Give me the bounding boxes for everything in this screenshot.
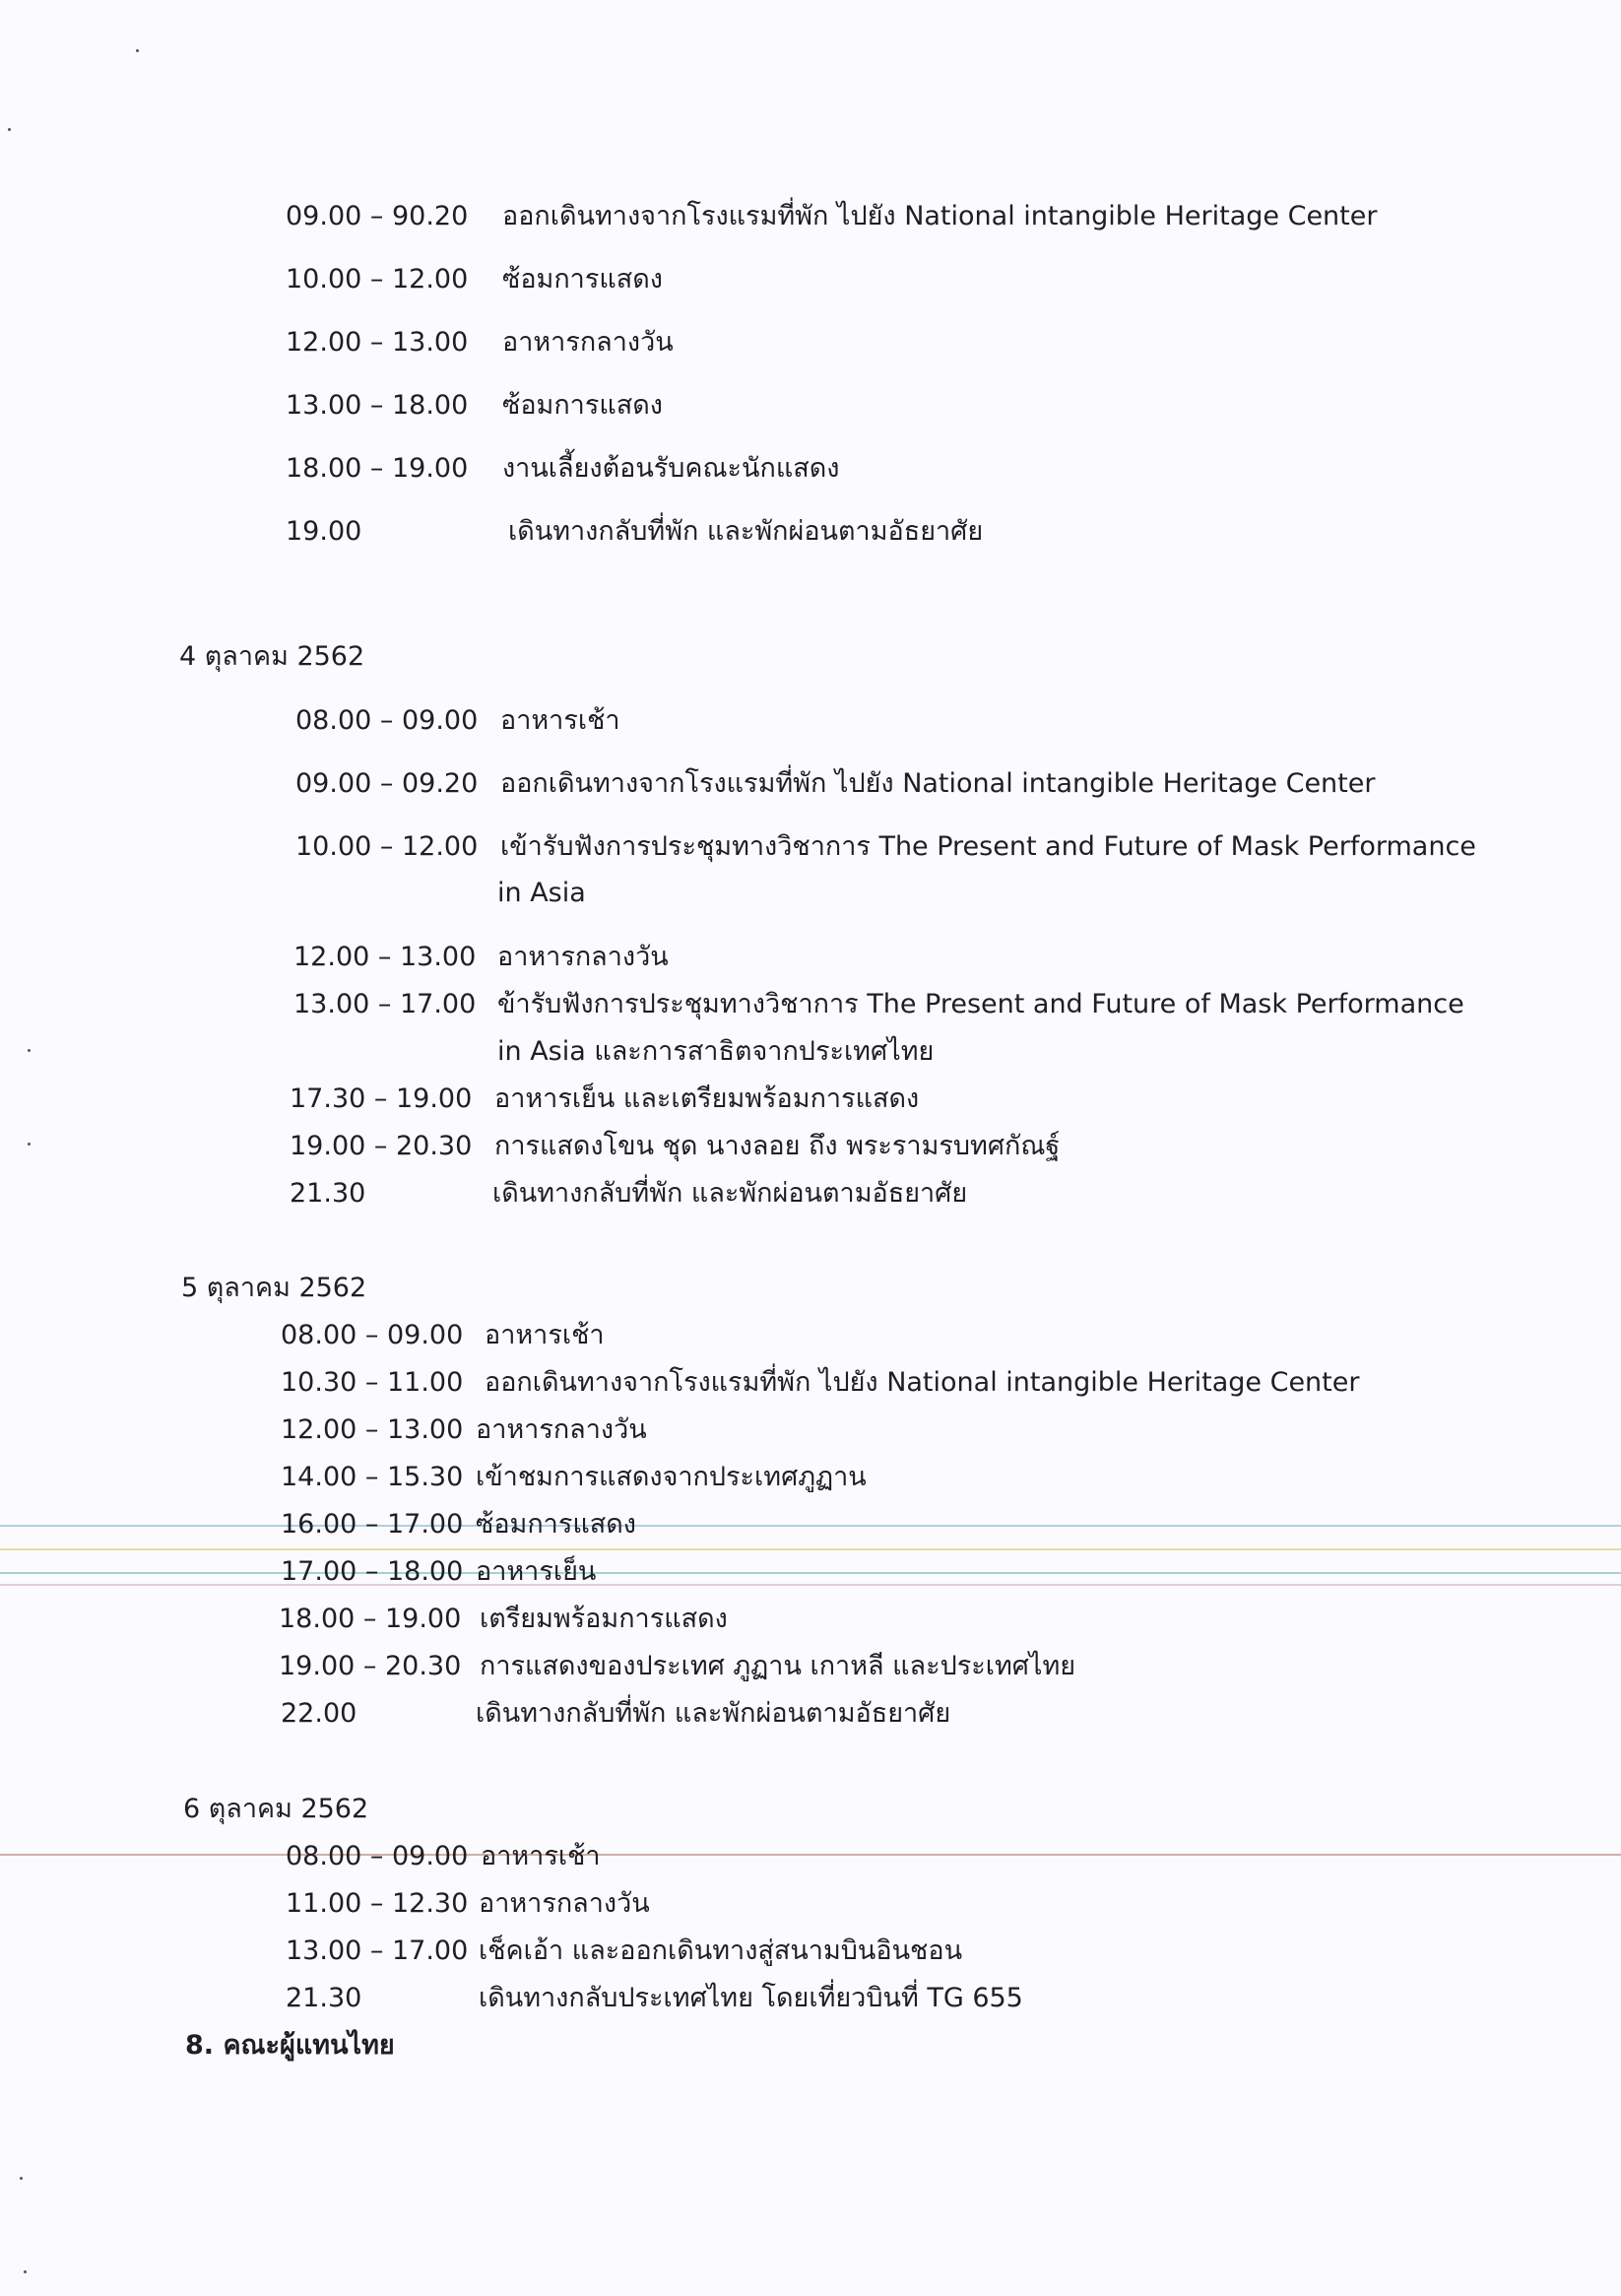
scan-speck [28,1143,31,1146]
scan-line [0,1525,1621,1527]
schedule-activity: เข้ารับฟังการประชุมทางวิชาการ The Present and Future of Mask Performance [500,831,1476,862]
schedule-activity: งานเลี้ยงต้อนรับคณะนักแสดง [502,453,840,484]
scan-speck [24,2270,27,2273]
schedule-time: 12.00 – 13.00 [293,942,477,972]
schedule-activity: อาหารกลางวัน [476,1414,647,1445]
schedule-activity: ออกเดินทางจากโรงแรมที่พัก ไปยัง National intangible Heritage Center [485,1367,1360,1398]
scan-line [0,1854,1621,1856]
schedule-activity: การแสดงของประเทศ ภูฏาน เกาหลี และประเทศไทย [480,1651,1076,1681]
schedule-time: 13.00 – 17.00 [293,989,477,1019]
schedule-time: 08.00 – 09.00 [286,1841,469,1871]
scan-speck [8,128,11,131]
schedule-activity: อาหารเช้า [500,705,620,736]
schedule-time: 21.30 [286,1983,362,2013]
schedule-activity: ซ้อมการแสดง [502,390,663,421]
schedule-time: 17.00 – 18.00 [281,1556,464,1587]
schedule-activity: อาหารเย็น [476,1556,597,1587]
schedule-activity: เตรียมพร้อมการแสดง [480,1604,728,1634]
schedule-activity: อาหารเช้า [485,1320,605,1350]
date-heading: 4 ตุลาคม 2562 [179,641,365,672]
section-heading: 8. คณะผู้แทนไทย [185,2030,395,2061]
schedule-time: 19.00 [286,516,362,547]
schedule-time: 17.30 – 19.00 [290,1083,473,1114]
schedule-time: 12.00 – 13.00 [281,1414,464,1445]
schedule-time: 08.00 – 09.00 [281,1320,464,1350]
schedule-activity: อาหารกลางวัน [479,1888,650,1919]
schedule-activity: อาหารเช้า [481,1841,601,1871]
schedule-activity: อาหารกลางวัน [497,942,669,972]
scan-line [0,1572,1621,1574]
date-heading: 6 ตุลาคม 2562 [183,1794,369,1824]
schedule-activity: อาหารกลางวัน [502,327,674,358]
schedule-activity: ซ้อมการแสดง [502,264,663,295]
schedule-time: 11.00 – 12.30 [286,1888,469,1919]
schedule-activity: เข้าชมการแสดงจากประเทศภูฏาน [476,1462,867,1492]
schedule-activity: การแสดงโขน ชุด นางลอย ถึง พระรามรบทศกัณฐ์ [494,1131,1061,1161]
schedule-activity: ออกเดินทางจากโรงแรมที่พัก ไปยัง National intangible Heritage Center [502,201,1378,231]
schedule-time: 10.30 – 11.00 [281,1367,464,1398]
schedule-activity: เดินทางกลับประเทศไทย โดยเที่ยวบินที่ TG 655 [479,1983,1023,2013]
schedule-time: 18.00 – 19.00 [286,453,469,484]
schedule-time: 22.00 [281,1698,357,1729]
schedule-activity: ซ้อมการแสดง [476,1509,636,1540]
schedule-activity: เดินทางกลับที่พัก และพักผ่อนตามอัธยาศัย [508,516,984,547]
scan-speck [28,1049,31,1052]
schedule-time: 10.00 – 12.00 [295,831,479,862]
schedule-activity: อาหารเย็น และเตรียมพร้อมการแสดง [494,1083,920,1114]
schedule-activity-continuation: in Asia [497,878,586,908]
scan-speck [136,49,139,52]
schedule-time: 16.00 – 17.00 [281,1509,464,1540]
schedule-time: 19.00 – 20.30 [290,1131,473,1161]
schedule-activity: เช็คเอ้า และออกเดินทางสู่สนามบินอินชอน [479,1935,963,1966]
scan-line [0,1584,1621,1586]
schedule-time: 09.00 – 90.20 [286,201,469,231]
date-heading: 5 ตุลาคม 2562 [181,1273,367,1303]
schedule-time: 12.00 – 13.00 [286,327,469,358]
schedule-time: 19.00 – 20.30 [279,1651,462,1681]
schedule-time: 18.00 – 19.00 [279,1604,462,1634]
schedule-activity-continuation: in Asia และการสาธิตจากประเทศไทย [497,1036,935,1067]
schedule-activity: เดินทางกลับที่พัก และพักผ่อนตามอัธยาศัย [476,1698,951,1729]
schedule-time: 13.00 – 17.00 [286,1935,469,1966]
scan-speck [20,2177,23,2180]
schedule-activity: ข้ารับฟังการประชุมทางวิชาการ The Present and Future of Mask Performance [497,989,1464,1019]
schedule-time: 08.00 – 09.00 [295,705,479,736]
schedule-time: 21.30 [290,1178,366,1209]
schedule-time: 10.00 – 12.00 [286,264,469,295]
schedule-activity: เดินทางกลับที่พัก และพักผ่อนตามอัธยาศัย [492,1178,968,1209]
schedule-time: 13.00 – 18.00 [286,390,469,421]
scan-line [0,1548,1621,1550]
schedule-time: 14.00 – 15.30 [281,1462,464,1492]
schedule-activity: ออกเดินทางจากโรงแรมที่พัก ไปยัง National intangible Heritage Center [500,768,1376,799]
schedule-time: 09.00 – 09.20 [295,768,479,799]
